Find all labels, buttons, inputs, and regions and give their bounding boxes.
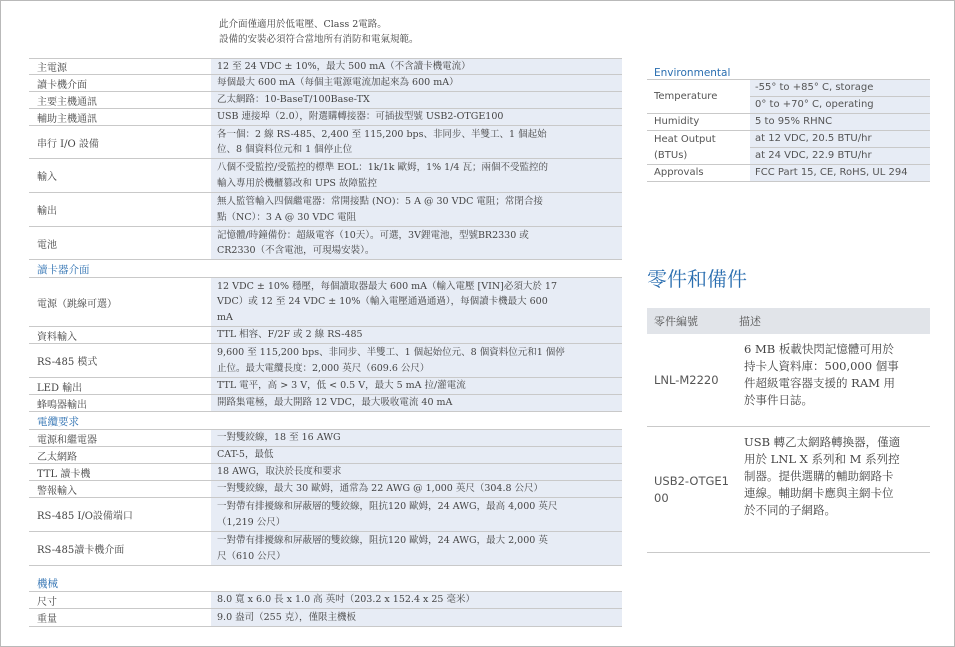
parts-row <box>647 427 930 553</box>
env-value: 5 to 95% RHNC <box>750 114 930 130</box>
spec-row <box>29 109 622 126</box>
spec-value: 開路集電極，最大開路 12 VDC，最大吸收電流 40 mA <box>211 395 622 411</box>
spec-value: 記憶體/時鐘備份：超級電容（10天）。可選，3V鋰電池，型號BR2330 或 CR2330（不含電池，可現場安裝）。 <box>211 227 622 259</box>
section-header-cable: 電纜要求 <box>29 412 622 430</box>
spec-key: RS-485讀卡機介面 <box>37 545 125 556</box>
spec-row <box>29 592 622 609</box>
spec-row <box>29 498 622 532</box>
spec-row <box>29 59 622 75</box>
parts-row <box>647 334 930 427</box>
spec-value: USB 連接埠（2.0），附選購轉接器：可插拔型號 USB2-OTGE100 <box>211 109 622 125</box>
spec-key: 資料輸入 <box>37 331 77 343</box>
env-row <box>647 131 930 165</box>
part-number: LNL-M2220 <box>654 372 719 387</box>
env-key: Approvals <box>654 167 704 178</box>
spec-row <box>29 481 622 498</box>
spec-row <box>29 430 622 447</box>
class2-note <box>219 17 419 47</box>
spec-key: 警報輸入 <box>37 485 77 497</box>
environmental-title: Environmental <box>647 60 930 80</box>
spec-table <box>29 58 622 627</box>
spec-row <box>29 75 622 92</box>
spec-value: 乙太網路：10-BaseT/100Base-TX <box>211 92 622 108</box>
col-description: 描述 <box>739 315 761 328</box>
spec-key: 輸入 <box>37 172 57 183</box>
spec-value: 無人監管輸入四個繼電器：常開接點 (NO)：5 A @ 30 VDC 電阻；常閉合接 點（NC）：3 A @ 30 VDC 電阻 <box>211 193 622 226</box>
spec-value: 各一個：2 線 RS-485、2,400 至 115,200 bps、非同步、半雙工、1 個起始 位、8 個資料位元和 1 個停止位 <box>211 126 622 158</box>
env-row <box>647 80 930 114</box>
spec-row <box>29 532 622 566</box>
spec-key: 主要主機通訊 <box>37 96 97 108</box>
spec-key: 蜂鳴器輸出 <box>37 399 87 411</box>
spec-row <box>29 159 622 193</box>
parts-heading: 零件和備件 <box>647 267 747 291</box>
spec-row <box>29 278 622 327</box>
spec-value: 18 AWG，取決於長度和要求 <box>211 464 622 480</box>
spec-value: 12 至 24 VDC ± 10%，最大 500 mA（不含讀卡機電流） <box>211 59 622 74</box>
spec-row <box>29 193 622 227</box>
spec-value: 一對帶有排擾線和屏蔽層的雙絞線，阻抗120 歐姆，24 AWG，最大 2,000 英 尺（610 公尺） <box>211 532 622 565</box>
spec-value: 一對雙絞線，18 至 16 AWG <box>211 430 622 446</box>
spec-value: TTL 相容、F/2F 或 2 線 RS-485 <box>211 327 622 343</box>
spec-value: 9.0 盎司（255 克），僅限主機板 <box>211 609 622 626</box>
spec-key: 乙太網路 <box>37 451 77 463</box>
section-header-mech: 機械 <box>29 574 622 592</box>
part-description: USB 轉乙太網路轉換器，僅適 用於 LNL X 系列和 M 系列控 制器。提供選購的輔助網路卡 連線。輔助網卡應與主網卡位 於不同的子網路。 <box>744 435 901 517</box>
spec-value: 一對帶有排擾線和屏蔽層的雙絞線，阻抗120 歐姆，24 AWG，最高 4,000 英尺 （1,219 公尺） <box>211 498 622 531</box>
spec-value: 9,600 至 115,200 bps、非同步、半雙工、1 個起始位元、8 個資料位元和1 個停 止位。最大電纜長度：2,000 英尺（609.6 公尺） <box>211 344 622 377</box>
env-row <box>647 114 930 131</box>
spec-key: LED 輸出 <box>37 382 83 394</box>
spec-value: 8.0 寬 x 6.0 長 x 1.0 高 英吋（203.2 x 152.4 x 25 毫米） <box>211 592 622 608</box>
env-value: -55° to +85° C, storage 0° to +70° C, operating <box>750 80 930 113</box>
spec-key: RS-485 I/O設備端口 <box>37 511 133 522</box>
spec-key: 輔助主機通訊 <box>37 113 97 125</box>
col-part-number: 零件編號 <box>654 315 698 328</box>
spec-key: 重量 <box>37 614 57 625</box>
spec-key: 串行 I/O 設備 <box>37 138 99 150</box>
spec-value: TTL 電平，高 > 3 V，低 < 0.5 V，最大 5 mA 拉/灌電流 <box>211 378 622 394</box>
spec-key: 讀卡機介面 <box>37 79 87 91</box>
spec-row <box>29 92 622 109</box>
spec-key: 輸出 <box>37 206 57 217</box>
env-key: Heat Output (BTUs) <box>654 133 716 161</box>
spec-key: RS-485 模式 <box>37 357 98 368</box>
spec-row <box>29 327 622 344</box>
environmental-table <box>647 60 930 182</box>
spec-value: 12 VDC ± 10% 穩壓，每個讀取器最大 600 mA（輸入電壓 [VIN]必須大於 17 VDC）或 12 至 24 VDC ± 10%（輸入電壓通過通過），每個讀卡機最大 600 mA <box>211 278 622 326</box>
spec-key: 尺寸 <box>37 596 57 608</box>
env-value: FCC Part 15, CE, RoHS, UL 294 <box>750 165 930 181</box>
spec-key: 電池 <box>37 239 57 251</box>
parts-table <box>647 308 930 553</box>
spec-value: CAT-5，最低 <box>211 447 622 463</box>
spec-row <box>29 464 622 481</box>
spec-value: 一對雙絞線，最大 30 歐姆，通常為 22 AWG @ 1,000 英尺（304.8 公尺） <box>211 481 622 497</box>
spec-row <box>29 447 622 464</box>
section-header-reader: 讀卡器介面 <box>29 260 622 278</box>
spec-row <box>29 609 622 627</box>
spec-key: 電源和繼電器 <box>37 434 97 446</box>
note-line: 設備的安裝必須符合當地所有消防和電氣規範。 <box>219 34 419 45</box>
spec-row <box>29 378 622 395</box>
spec-value: 八個不受監控/受監控的標準 EOL：1k/1k 歐姆，1% 1/4 瓦；兩個不受監控的 輸入專用於機櫃篡改和 UPS 故障監控 <box>211 159 622 192</box>
note-line: 此介面僅適用於低電壓、Class 2電路。 <box>219 19 387 30</box>
spec-row <box>29 395 622 412</box>
spec-row <box>29 344 622 378</box>
spec-value: 每個最大 600 mA（每個主電源電流加起來為 600 mA） <box>211 75 622 91</box>
parts-header-row <box>647 308 930 334</box>
spacer <box>29 566 622 574</box>
env-key: Temperature <box>654 90 718 102</box>
env-row <box>647 165 930 182</box>
env-value: at 12 VDC, 20.5 BTU/hr at 24 VDC, 22.9 BTU/hr <box>750 131 930 164</box>
spec-key: 電源（跳線可選） <box>37 298 117 310</box>
part-description: 6 MB 板載快閃記憶體可用於 持卡人資料庫：500,000 個事 件超級電容器支援的 RAM 用 於事件日誌。 <box>744 342 899 407</box>
spec-key: TTL 讀卡機 <box>37 468 91 480</box>
part-number: USB2-OTGE100 <box>654 473 729 505</box>
env-key: Humidity <box>654 116 700 127</box>
spec-row <box>29 227 622 260</box>
spec-row <box>29 126 622 159</box>
spec-key: 主電源 <box>37 63 67 74</box>
